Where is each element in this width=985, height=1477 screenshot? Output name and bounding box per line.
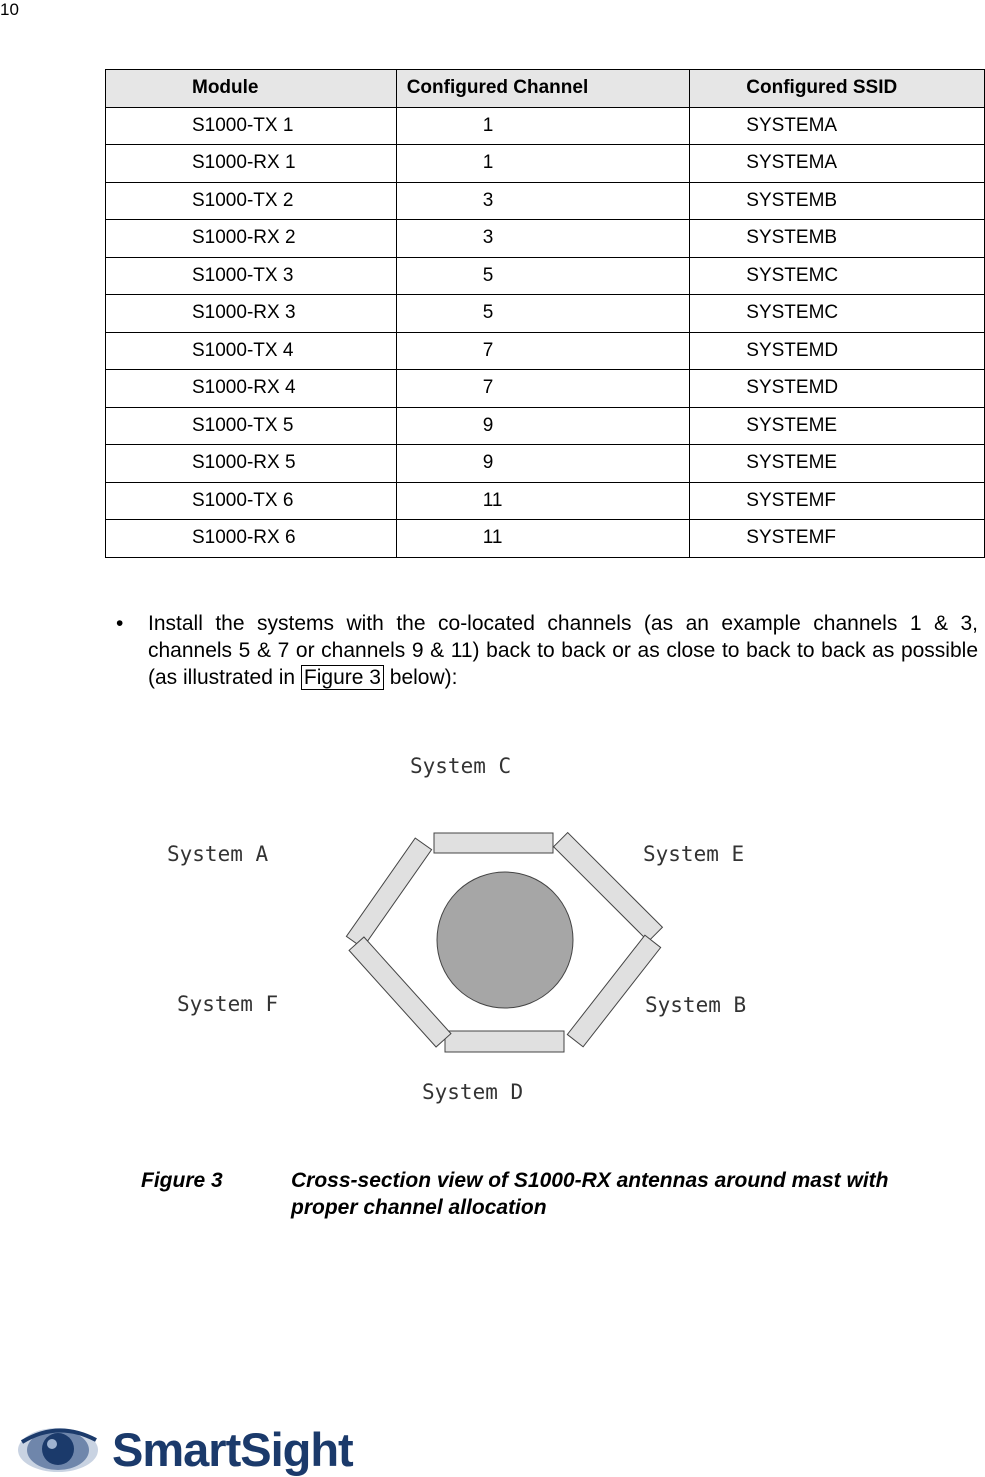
module-cell: S1000-RX 6	[106, 520, 397, 558]
table-row	[106, 295, 985, 333]
table-row	[106, 220, 985, 258]
ssid-cell: SYSTEMA	[690, 107, 985, 145]
bullet-point: •	[116, 612, 124, 635]
table-row	[106, 482, 985, 520]
table-row	[106, 145, 985, 183]
module-cell: S1000-TX 5	[106, 407, 397, 445]
channel-cell: 7	[396, 332, 690, 370]
channel-cell: 11	[396, 520, 690, 558]
figure-caption-text: Cross-section view of S1000-RX antennas around mast with proper channel allocation	[291, 1169, 889, 1219]
figure-number: Figure 3	[141, 1169, 223, 1192]
ssid-cell: SYSTEMC	[690, 257, 985, 295]
table-row	[106, 445, 985, 483]
table-row	[106, 332, 985, 370]
module-cell: S1000-RX 4	[106, 370, 397, 408]
channel-cell: 5	[396, 257, 690, 295]
channel-cell: 9	[396, 407, 690, 445]
antenna-system-f	[349, 937, 451, 1047]
mast	[437, 872, 573, 1008]
ssid-cell: SYSTEME	[690, 407, 985, 445]
ssid-cell: SYSTEMD	[690, 332, 985, 370]
label-system-f: System F	[177, 992, 279, 1016]
label-system-c: System C	[410, 754, 512, 778]
antenna-system-c	[434, 833, 553, 853]
module-cell: S1000-TX 6	[106, 482, 397, 520]
module-cell: S1000-RX 1	[106, 145, 397, 183]
label-system-a: System A	[167, 842, 269, 866]
ssid-cell: SYSTEMF	[690, 520, 985, 558]
channel-cell: 1	[396, 107, 690, 145]
module-cell: S1000-TX 2	[106, 182, 397, 220]
table-header-row	[106, 70, 985, 108]
logo-wordmark: SmartSight	[112, 1423, 353, 1476]
ssid-cell: SYSTEMC	[690, 295, 985, 333]
instruction-text-end: below):	[383, 666, 458, 689]
figure-3-link[interactable]: Figure 3	[301, 665, 384, 690]
table-row	[106, 257, 985, 295]
ssid-cell: SYSTEMF	[690, 482, 985, 520]
page-number: 10	[0, 0, 19, 19]
instruction-text	[148, 610, 978, 691]
table-row	[106, 182, 985, 220]
table-body	[106, 107, 985, 557]
module-cell: S1000-TX 1	[106, 107, 397, 145]
header-configured-ssid: Configured SSID	[690, 70, 985, 108]
antenna-system-a	[346, 838, 431, 948]
table-row	[106, 520, 985, 558]
label-system-d: System D	[422, 1080, 524, 1104]
table-row	[106, 107, 985, 145]
smartsight-logo	[18, 1418, 368, 1476]
module-cell: S1000-RX 5	[106, 445, 397, 483]
channel-cell: 7	[396, 370, 690, 408]
channel-cell: 11	[396, 482, 690, 520]
ssid-cell: SYSTEMB	[690, 220, 985, 258]
channel-cell: 5	[396, 295, 690, 333]
header-configured-channel: Configured Channel	[396, 70, 690, 108]
antenna-system-d	[445, 1031, 564, 1052]
channel-cell: 3	[396, 182, 690, 220]
table-row	[106, 370, 985, 408]
table-row	[106, 407, 985, 445]
antenna-cross-section-diagram	[0, 720, 985, 1140]
antenna-system-b	[567, 935, 660, 1047]
instruction-text-start: Install the systems with the co-located channels (as an example channels 1 & 3, channels 5 & 7 or channels 9 & 11) back to back or as close to back to back as possible (as illustrated in	[148, 612, 978, 689]
ssid-cell: SYSTEMD	[690, 370, 985, 408]
ssid-cell: SYSTEMB	[690, 182, 985, 220]
module-cell: S1000-TX 4	[106, 332, 397, 370]
channel-cell: 3	[396, 220, 690, 258]
header-module: Module	[106, 70, 397, 108]
channel-cell: 9	[396, 445, 690, 483]
module-cell: S1000-TX 3	[106, 257, 397, 295]
module-cell: S1000-RX 2	[106, 220, 397, 258]
label-system-e: System E	[643, 842, 745, 866]
channel-cell: 1	[396, 145, 690, 183]
label-system-b: System B	[645, 993, 747, 1017]
ssid-cell: SYSTEME	[690, 445, 985, 483]
module-cell: S1000-RX 3	[106, 295, 397, 333]
ssid-cell: SYSTEMA	[690, 145, 985, 183]
channel-allocation-table	[105, 69, 985, 558]
